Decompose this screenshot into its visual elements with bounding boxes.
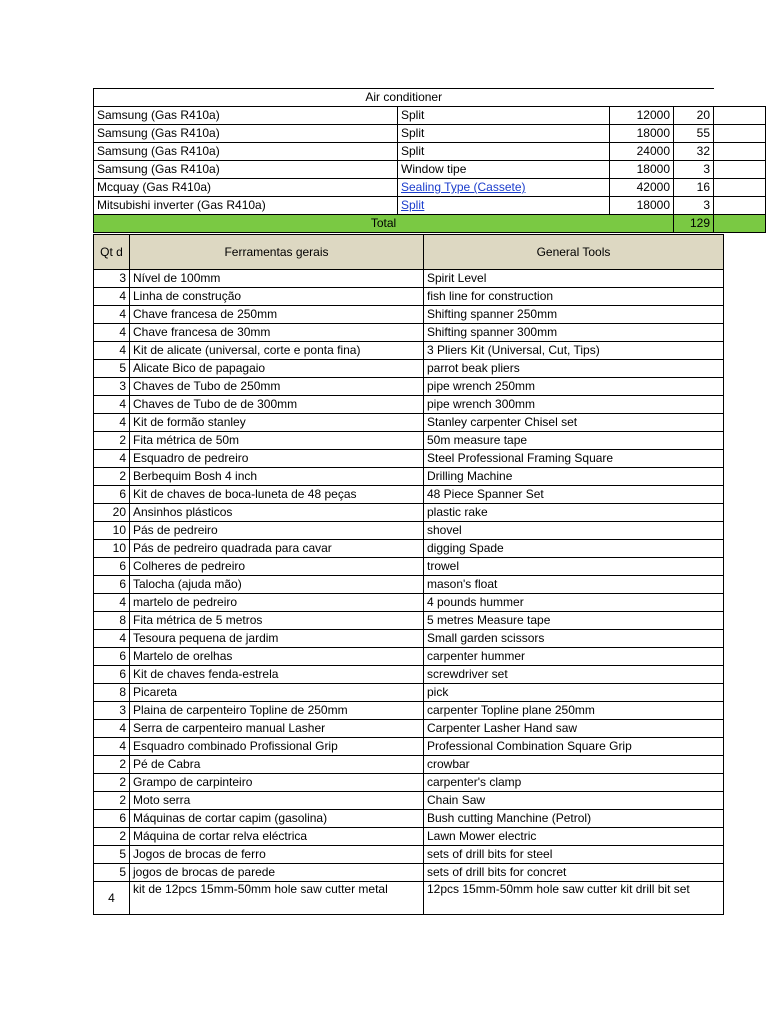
tool-row bbox=[94, 468, 724, 486]
tool-quantity: 6 bbox=[94, 666, 130, 684]
tool-row bbox=[94, 648, 724, 666]
tool-name-pt: Fita métrica de 50m bbox=[130, 432, 424, 450]
tool-name-en: 12pcs 15mm-50mm hole saw cutter kit drill bit set bbox=[424, 882, 724, 915]
tool-name-en: pipe wrench 250mm bbox=[424, 378, 724, 396]
tool-row bbox=[94, 288, 724, 306]
tool-quantity: 2 bbox=[94, 756, 130, 774]
tool-row bbox=[94, 702, 724, 720]
ac-capacity: 42000 bbox=[610, 179, 674, 197]
tool-row bbox=[94, 558, 724, 576]
tool-name-pt: Chave francesa de 250mm bbox=[130, 306, 424, 324]
ac-type: Split bbox=[398, 125, 610, 143]
ac-row bbox=[94, 197, 766, 215]
tool-quantity: 6 bbox=[94, 576, 130, 594]
tool-name-pt: kit de 12pcs 15mm-50mm hole saw cutter metal bbox=[130, 882, 424, 915]
ac-total-label: Total bbox=[94, 215, 674, 233]
ac-row bbox=[94, 125, 766, 143]
tool-row bbox=[94, 630, 724, 648]
tool-quantity: 3 bbox=[94, 270, 130, 288]
tool-name-en: Lawn Mower electric bbox=[424, 828, 724, 846]
ac-total-value: 129 bbox=[674, 215, 714, 233]
ac-type-link[interactable]: Sealing Type (Cassete) bbox=[401, 180, 526, 194]
tool-name-en: 4 pounds hummer bbox=[424, 594, 724, 612]
ac-type bbox=[398, 197, 610, 215]
tool-name-en: Steel Professional Framing Square bbox=[424, 450, 724, 468]
tool-name-en: parrot beak pliers bbox=[424, 360, 724, 378]
ac-type: Split bbox=[398, 107, 610, 125]
qty-header: Qt d bbox=[94, 235, 130, 270]
tool-name-pt: Kit de alicate (universal, corte e ponta fina) bbox=[130, 342, 424, 360]
tool-row bbox=[94, 360, 724, 378]
tool-name-pt: Pás de pedreiro bbox=[130, 522, 424, 540]
tool-name-en: Spirit Level bbox=[424, 270, 724, 288]
tool-name-en: Stanley carpenter Chisel set bbox=[424, 414, 724, 432]
ac-total-empty bbox=[714, 215, 766, 233]
tool-quantity: 5 bbox=[94, 360, 130, 378]
general-tools-table bbox=[93, 234, 724, 915]
tool-name-pt: Fita métrica de 5 metros bbox=[130, 612, 424, 630]
tool-name-en: plastic rake bbox=[424, 504, 724, 522]
tool-quantity: 2 bbox=[94, 828, 130, 846]
tool-row bbox=[94, 792, 724, 810]
ac-brand: Samsung (Gas R410a) bbox=[94, 107, 398, 125]
ac-capacity: 24000 bbox=[610, 143, 674, 161]
tool-row bbox=[94, 882, 724, 915]
tool-name-pt: Serra de carpenteiro manual Lasher bbox=[130, 720, 424, 738]
tool-row bbox=[94, 540, 724, 558]
ac-brand: Samsung (Gas R410a) bbox=[94, 143, 398, 161]
ac-quantity: 3 bbox=[674, 161, 714, 179]
tool-quantity: 3 bbox=[94, 702, 130, 720]
tool-row bbox=[94, 720, 724, 738]
tool-name-pt: Máquinas de cortar capim (gasolina) bbox=[130, 810, 424, 828]
ac-brand: Mcquay (Gas R410a) bbox=[94, 179, 398, 197]
tool-name-en: screwdriver set bbox=[424, 666, 724, 684]
ac-quantity: 16 bbox=[674, 179, 714, 197]
tool-quantity: 2 bbox=[94, 432, 130, 450]
tool-name-en: carpenter Topline plane 250mm bbox=[424, 702, 724, 720]
tool-quantity: 4 bbox=[94, 342, 130, 360]
tool-name-en: mason's float bbox=[424, 576, 724, 594]
tool-name-pt: Pás de pedreiro quadrada para cavar bbox=[130, 540, 424, 558]
tool-quantity: 6 bbox=[94, 810, 130, 828]
tool-row bbox=[94, 666, 724, 684]
tool-row bbox=[94, 738, 724, 756]
tool-name-pt: Chaves de Tubo de de 300mm bbox=[130, 396, 424, 414]
tool-row bbox=[94, 828, 724, 846]
tool-name-pt: Berbequim Bosh 4 inch bbox=[130, 468, 424, 486]
tool-quantity: 6 bbox=[94, 648, 130, 666]
tool-name-pt: Kit de chaves de boca-luneta de 48 peças bbox=[130, 486, 424, 504]
tool-name-en: digging Spade bbox=[424, 540, 724, 558]
tool-name-en: Chain Saw bbox=[424, 792, 724, 810]
tool-row bbox=[94, 270, 724, 288]
english-header: General Tools bbox=[424, 235, 724, 270]
ac-empty-cell bbox=[714, 161, 766, 179]
ac-capacity: 18000 bbox=[610, 197, 674, 215]
tool-row bbox=[94, 306, 724, 324]
tool-quantity: 4 bbox=[94, 882, 130, 915]
tool-name-en: pick bbox=[424, 684, 724, 702]
tool-name-pt: jogos de brocas de parede bbox=[130, 864, 424, 882]
tool-name-en: Bush cutting Manchine (Petrol) bbox=[424, 810, 724, 828]
tool-quantity: 4 bbox=[94, 306, 130, 324]
tool-name-en: Carpenter Lasher Hand saw bbox=[424, 720, 724, 738]
tool-quantity: 4 bbox=[94, 396, 130, 414]
tool-name-pt: Plaina de carpenteiro Topline de 250mm bbox=[130, 702, 424, 720]
tool-name-en: shovel bbox=[424, 522, 724, 540]
tool-row bbox=[94, 864, 724, 882]
ac-quantity: 3 bbox=[674, 197, 714, 215]
tool-row bbox=[94, 756, 724, 774]
tool-quantity: 2 bbox=[94, 774, 130, 792]
tool-quantity: 6 bbox=[94, 558, 130, 576]
tool-name-pt: Talocha (ajuda mão) bbox=[130, 576, 424, 594]
tool-quantity: 5 bbox=[94, 864, 130, 882]
tool-quantity: 4 bbox=[94, 594, 130, 612]
tool-row bbox=[94, 396, 724, 414]
tool-row bbox=[94, 342, 724, 360]
tool-name-pt: Linha de construção bbox=[130, 288, 424, 306]
tool-quantity: 2 bbox=[94, 468, 130, 486]
ac-quantity: 32 bbox=[674, 143, 714, 161]
ac-empty-cell bbox=[714, 143, 766, 161]
tool-name-en: 50m measure tape bbox=[424, 432, 724, 450]
tool-quantity: 4 bbox=[94, 738, 130, 756]
tool-quantity: 6 bbox=[94, 486, 130, 504]
tool-name-en: sets of drill bits for concret bbox=[424, 864, 724, 882]
tool-quantity: 4 bbox=[94, 630, 130, 648]
tool-name-pt: Moto serra bbox=[130, 792, 424, 810]
ac-type: Window tipe bbox=[398, 161, 610, 179]
tool-row bbox=[94, 450, 724, 468]
tool-quantity: 3 bbox=[94, 378, 130, 396]
tool-quantity: 8 bbox=[94, 612, 130, 630]
tool-name-en: pipe wrench 300mm bbox=[424, 396, 724, 414]
tool-name-pt: Ansinhos plásticos bbox=[130, 504, 424, 522]
tool-name-en: Drilling Machine bbox=[424, 468, 724, 486]
ac-empty-cell bbox=[714, 125, 766, 143]
ac-quantity: 20 bbox=[674, 107, 714, 125]
tool-row bbox=[94, 684, 724, 702]
tool-name-pt: Kit de formão stanley bbox=[130, 414, 424, 432]
ac-empty-cell bbox=[714, 179, 766, 197]
ac-row bbox=[94, 143, 766, 161]
air-conditioner-table bbox=[93, 88, 766, 233]
tool-quantity: 2 bbox=[94, 792, 130, 810]
tool-name-pt: Grampo de carpinteiro bbox=[130, 774, 424, 792]
tool-name-pt: Esquadro de pedreiro bbox=[130, 450, 424, 468]
tool-row bbox=[94, 774, 724, 792]
tool-name-en: carpenter hummer bbox=[424, 648, 724, 666]
tool-name-pt: Tesoura pequena de jardim bbox=[130, 630, 424, 648]
tool-name-pt: Martelo de orelhas bbox=[130, 648, 424, 666]
ac-quantity: 55 bbox=[674, 125, 714, 143]
tool-row bbox=[94, 522, 724, 540]
tool-name-en: carpenter's clamp bbox=[424, 774, 724, 792]
tool-name-pt: Chaves de Tubo de 250mm bbox=[130, 378, 424, 396]
tool-name-en: trowel bbox=[424, 558, 724, 576]
ac-title: Air conditioner bbox=[94, 89, 714, 107]
ac-brand: Samsung (Gas R410a) bbox=[94, 161, 398, 179]
tool-name-en: 3 Pliers Kit (Universal, Cut, Tips) bbox=[424, 342, 724, 360]
tool-quantity: 20 bbox=[94, 504, 130, 522]
tool-quantity: 8 bbox=[94, 684, 130, 702]
ac-row bbox=[94, 107, 766, 125]
tool-name-en: 48 Piece Spanner Set bbox=[424, 486, 724, 504]
tool-name-en: Small garden scissors bbox=[424, 630, 724, 648]
tool-name-pt: Kit de chaves fenda-estrela bbox=[130, 666, 424, 684]
tool-row bbox=[94, 594, 724, 612]
ac-row bbox=[94, 179, 766, 197]
tool-quantity: 10 bbox=[94, 522, 130, 540]
tool-quantity: 4 bbox=[94, 288, 130, 306]
ac-type: Split bbox=[398, 143, 610, 161]
ac-capacity: 18000 bbox=[610, 161, 674, 179]
tool-row bbox=[94, 486, 724, 504]
tool-row bbox=[94, 504, 724, 522]
tool-row bbox=[94, 576, 724, 594]
tool-row bbox=[94, 810, 724, 828]
ac-row bbox=[94, 161, 766, 179]
tool-quantity: 10 bbox=[94, 540, 130, 558]
tool-row bbox=[94, 432, 724, 450]
tool-name-en: Shifting spanner 300mm bbox=[424, 324, 724, 342]
ac-empty-cell bbox=[714, 107, 766, 125]
tool-name-pt: Chave francesa de 30mm bbox=[130, 324, 424, 342]
tool-name-pt: Nível de 100mm bbox=[130, 270, 424, 288]
ac-type bbox=[398, 179, 610, 197]
tool-name-en: Shifting spanner 250mm bbox=[424, 306, 724, 324]
tool-row bbox=[94, 414, 724, 432]
ac-brand: Samsung (Gas R410a) bbox=[94, 125, 398, 143]
ac-title-row bbox=[94, 89, 766, 107]
tool-name-pt: Alicate Bico de papagaio bbox=[130, 360, 424, 378]
tool-quantity: 4 bbox=[94, 324, 130, 342]
tool-name-pt: martelo de pedreiro bbox=[130, 594, 424, 612]
tool-name-en: fish line for construction bbox=[424, 288, 724, 306]
ac-total-row bbox=[94, 215, 766, 233]
tool-name-en: 5 metres Measure tape bbox=[424, 612, 724, 630]
tool-quantity: 4 bbox=[94, 720, 130, 738]
tool-name-pt: Jogos de brocas de ferro bbox=[130, 846, 424, 864]
tools-header-row bbox=[94, 235, 724, 270]
tool-quantity: 4 bbox=[94, 414, 130, 432]
tool-name-pt: Colheres de pedreiro bbox=[130, 558, 424, 576]
tool-row bbox=[94, 378, 724, 396]
ac-brand: Mitsubishi inverter (Gas R410a) bbox=[94, 197, 398, 215]
ac-capacity: 18000 bbox=[610, 125, 674, 143]
tool-name-pt: Esquadro combinado Profissional Grip bbox=[130, 738, 424, 756]
tool-quantity: 4 bbox=[94, 450, 130, 468]
tool-row bbox=[94, 324, 724, 342]
tool-name-pt: Pé de Cabra bbox=[130, 756, 424, 774]
tool-quantity: 5 bbox=[94, 846, 130, 864]
tool-name-pt: Picareta bbox=[130, 684, 424, 702]
tool-name-en: Professional Combination Square Grip bbox=[424, 738, 724, 756]
ac-type-link[interactable]: Split bbox=[401, 198, 425, 212]
tool-name-en: crowbar bbox=[424, 756, 724, 774]
tool-name-en: sets of drill bits for steel bbox=[424, 846, 724, 864]
tool-row bbox=[94, 846, 724, 864]
tool-name-pt: Máquina de cortar relva eléctrica bbox=[130, 828, 424, 846]
portuguese-header: Ferramentas gerais bbox=[130, 235, 424, 270]
tool-row bbox=[94, 612, 724, 630]
ac-capacity: 12000 bbox=[610, 107, 674, 125]
ac-empty-cell bbox=[714, 197, 766, 215]
